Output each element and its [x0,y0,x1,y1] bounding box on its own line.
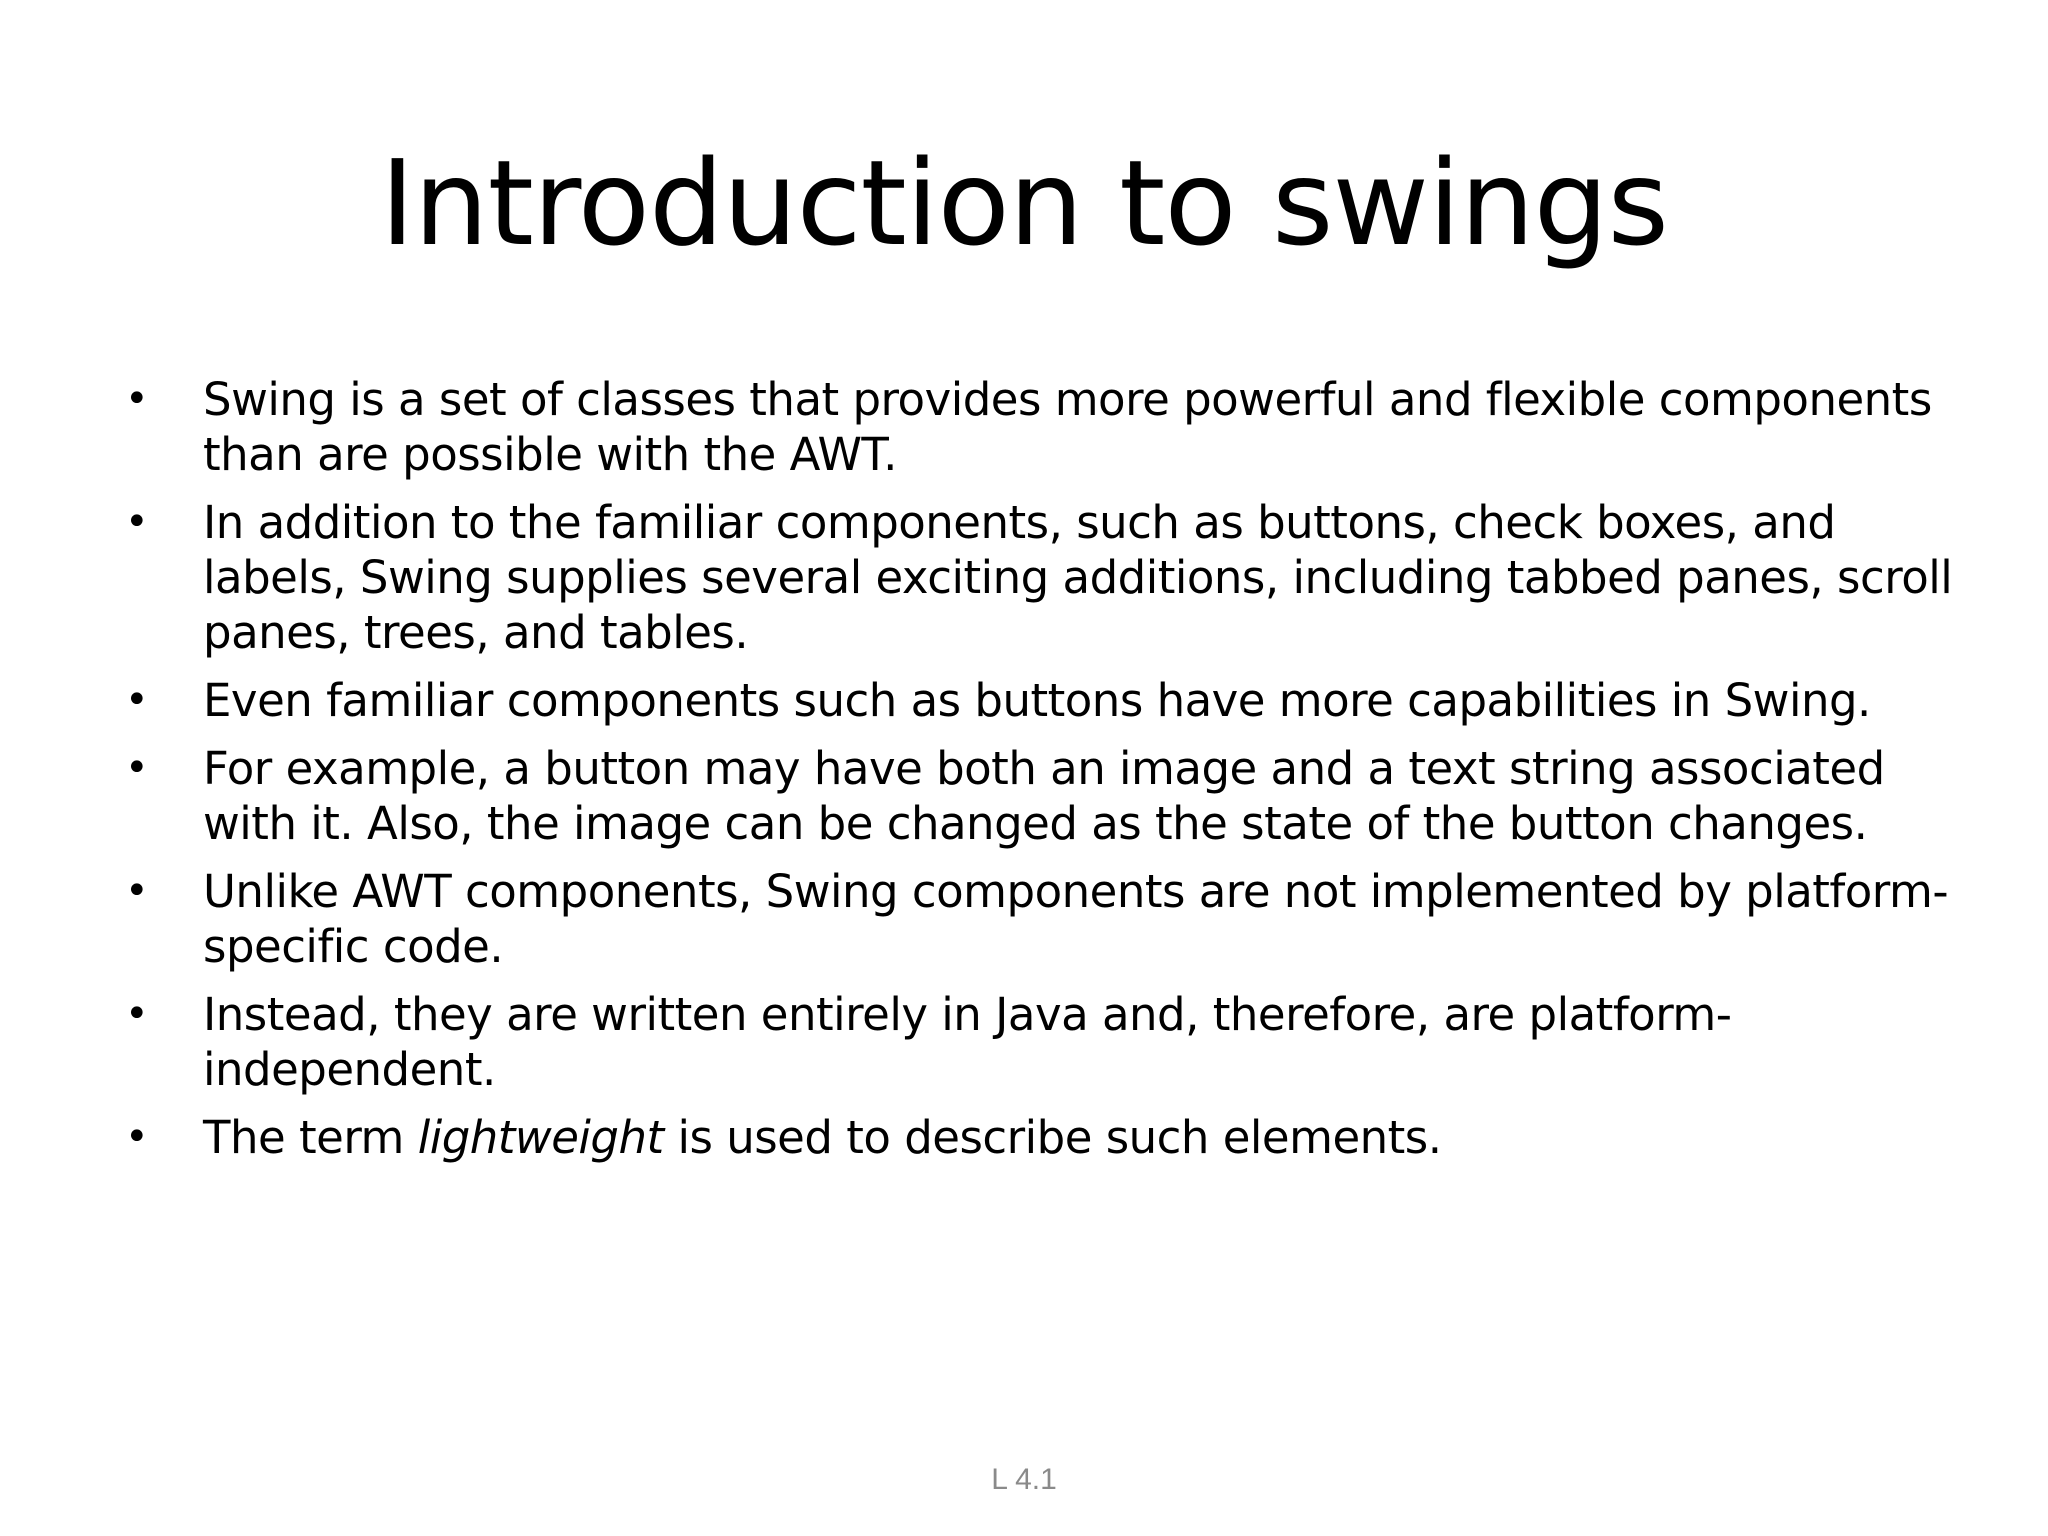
bullet-emphasis: lightweight [417,1111,664,1164]
bullet-text: For example, a button may have both an image and a text string associated with it. Also, the image can be changed as the state of the button changes. [203,742,1885,850]
bullet-icon: • [125,1114,149,1160]
bullet-item [125,673,1955,728]
bullet-text: Unlike AWT components, Swing components are not implemented by platform-specific code. [203,865,1949,973]
bullet-icon: • [125,745,149,791]
bullet-text-after: is used to describe such elements. [663,1111,1442,1164]
bullet-item [125,372,1955,482]
bullet-icon: • [125,868,149,914]
bullet-icon: • [125,499,149,545]
bullet-item [125,864,1955,974]
slide-number: L 4.1 [991,1463,1057,1496]
bullet-list [125,372,1955,1178]
bullet-text-before: The term [203,1111,418,1164]
bullet-text: Instead, they are written entirely in Java and, therefore, are platform-independent. [203,988,1732,1096]
bullet-item [125,987,1955,1097]
bullet-text [203,1111,1442,1164]
bullet-text: Swing is a set of classes that provides more powerful and flexible components than are possible with the AWT. [203,373,1932,481]
bullet-text: Even familiar components such as buttons have more capabilities in Swing. [203,674,1871,727]
bullet-item [125,741,1955,851]
bullet-text: In addition to the familiar components, such as buttons, check boxes, and labels, Swing supplies several exciting additions, including tabbed panes, scroll panes, trees, and tables. [203,496,1953,659]
slide-title: Introduction to swings [380,134,1668,272]
bullet-icon: • [125,376,149,422]
bullet-item [125,495,1955,660]
bullet-item [125,1110,1955,1165]
bullet-icon: • [125,677,149,723]
bullet-icon: • [125,991,149,1037]
